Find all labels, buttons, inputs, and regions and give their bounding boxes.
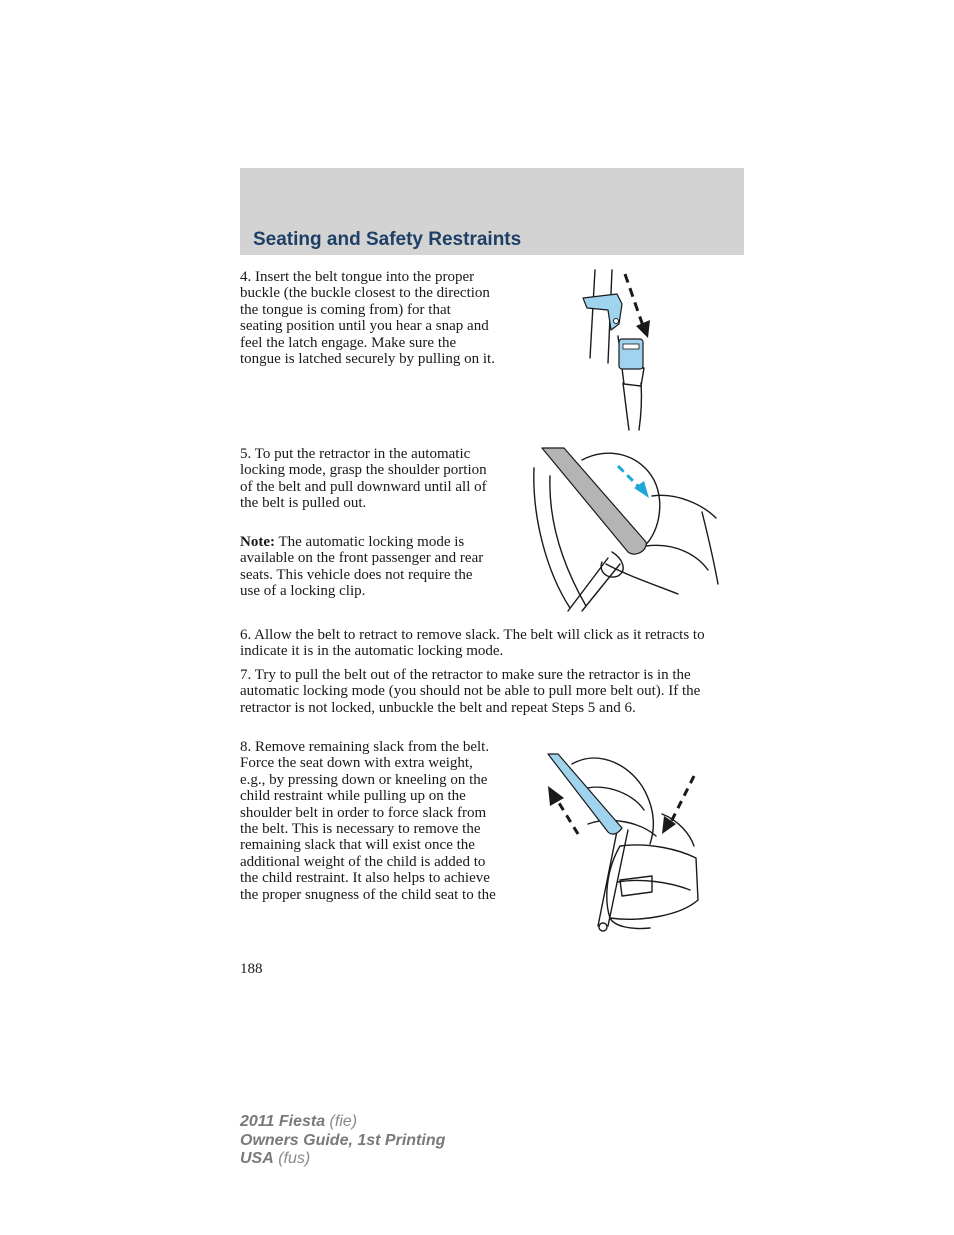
- footer-guide: Owners Guide, 1st Printing: [240, 1131, 446, 1149]
- page-number: 188: [240, 961, 263, 977]
- step-8-text: 8. Remove remaining slack from the belt. Force the seat down with extra weight, e.g., by pressing down or kneeling on the child restraint while pulling up on the shoulder belt in order to force slack from the belt. This is necessary to remove the remaining slack that will exist once the additional weight of the child is added to the child restraint. It also helps to achieve the proper snugness of the child seat to the: [240, 739, 496, 903]
- note-label: Note:: [240, 534, 275, 550]
- note-paragraph: [240, 534, 496, 600]
- step-4-text: 4. Insert the belt tongue into the proper buckle (the buckle closest to the direction the tongue is coming from) for that seating position until you hear a snap and feel the latch engage. Make sure the tongue is latched securely by pulling on it.: [240, 269, 495, 368]
- footer-edition-info: [240, 1113, 445, 1169]
- step-5-text: 5. To put the retractor in the automatic locking mode, grasp the shoulder portion of the belt and pull downward until all of the belt is pulled out.: [240, 446, 487, 512]
- section-header-band: [240, 168, 744, 255]
- step-7-text: 7. Try to pull the belt out of the retractor to make sure the retractor is in the automatic locking mode (you should not be able to pull more belt out). If the retractor is not locked, unbuckle the belt and repeat Steps 5 and 6.: [240, 667, 701, 716]
- footer-line-model: [240, 1113, 445, 1132]
- footer-line-guide: [240, 1132, 445, 1151]
- note-text: The automatic locking mode is available on the front passenger and rear seats. This vehicle does not require the use of a locking clip.: [240, 534, 484, 600]
- footer-model-code: (fie): [325, 1113, 358, 1130]
- remove-slack-illustration: [540, 750, 706, 934]
- buckle-tongue-illustration: [575, 268, 675, 433]
- step-6-text: 6. Allow the belt to retract to remove slack. The belt will click as it retracts to indicate it is in the automatic locking mode.: [240, 627, 705, 660]
- footer-market: USA: [240, 1150, 274, 1167]
- footer-market-code: (fus): [273, 1150, 311, 1167]
- section-title: Seating and Safety Restraints: [253, 229, 522, 250]
- footer-line-market: [240, 1150, 445, 1169]
- shoulder-belt-pull-illustration: [528, 446, 722, 612]
- footer-model: 2011 Fiesta: [240, 1113, 326, 1130]
